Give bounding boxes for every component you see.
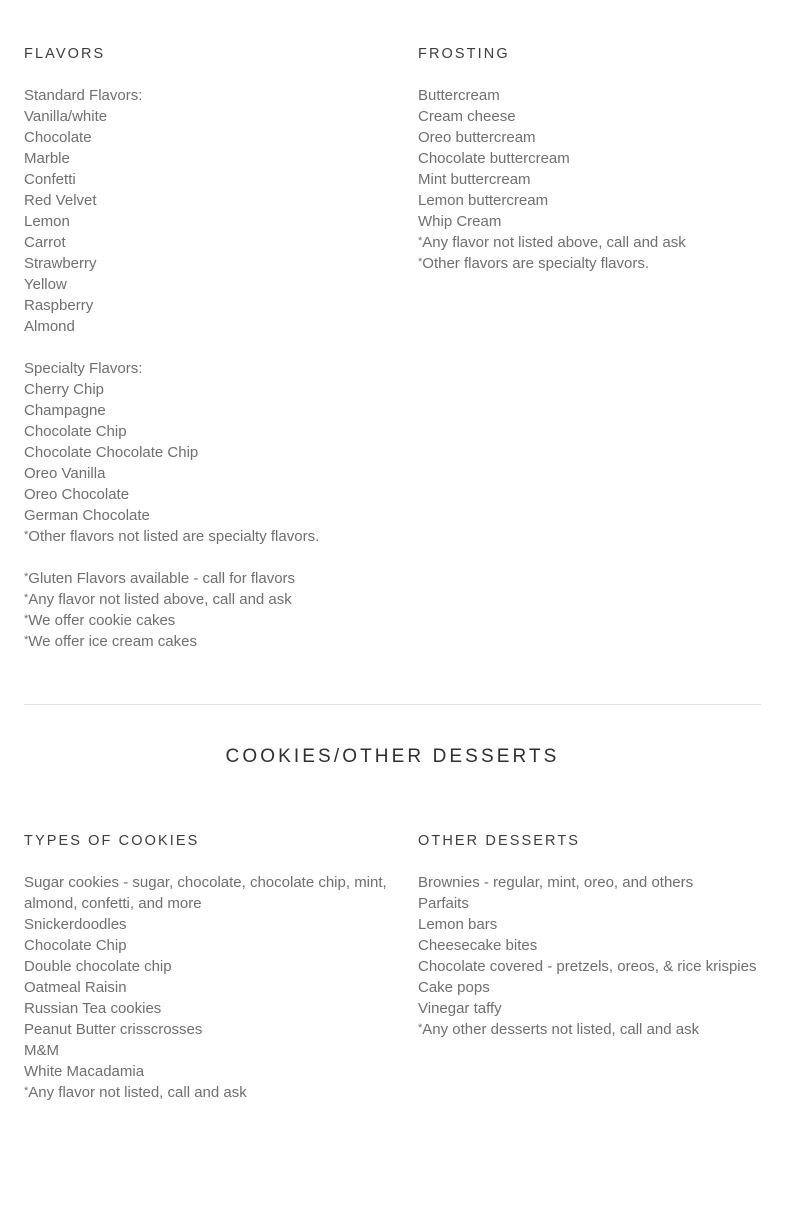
list-item: Cake pops xyxy=(418,979,490,997)
list-item: Raspberry xyxy=(24,297,94,315)
heading-spacer xyxy=(418,850,761,872)
list-note xyxy=(418,232,761,253)
list-note xyxy=(24,610,402,631)
list-item: Vanilla/white xyxy=(24,108,108,126)
list-item: Mint buttercream xyxy=(418,171,531,189)
list-note xyxy=(418,1019,761,1040)
heading-spacer xyxy=(418,63,761,85)
asterisk-icon: * xyxy=(24,592,29,605)
list-spacer xyxy=(24,337,402,358)
list-note-text: Other flavors are specialty flavors. xyxy=(422,255,650,273)
list-item: Almond xyxy=(24,318,75,336)
heading-spacer xyxy=(24,63,402,85)
list-item: Double chocolate chip xyxy=(24,958,172,976)
list-item: Confetti xyxy=(24,171,76,189)
asterisk-icon: * xyxy=(418,235,423,248)
list-item: Yellow xyxy=(24,276,67,294)
types-of-cookies-list xyxy=(24,872,402,1103)
frosting-heading: FROSTING xyxy=(418,46,510,62)
list-item: Carrot xyxy=(24,234,66,252)
flavors-frosting-section xyxy=(24,46,761,652)
list-group-label: Specialty Flavors: xyxy=(24,360,143,378)
list-item: Whip Cream xyxy=(418,213,502,231)
list-note xyxy=(24,1082,402,1103)
asterisk-icon: * xyxy=(24,1085,29,1098)
list-note-text: Any flavor not listed above, call and ask xyxy=(422,234,686,252)
list-note-text: Any other desserts not listed, call and ask xyxy=(422,1021,700,1039)
list-item: Champagne xyxy=(24,402,106,420)
list-item: Cheesecake bites xyxy=(418,937,538,955)
two-column-layout xyxy=(24,46,761,652)
cookies-desserts-section xyxy=(24,833,761,1103)
list-item: Chocolate Chip xyxy=(24,423,127,441)
list-item: Chocolate covered - pretzels, oreos, & rice krispies xyxy=(418,958,757,976)
list-item: Lemon bars xyxy=(418,916,498,934)
list-item: Snickerdoodles xyxy=(24,916,127,934)
list-note xyxy=(24,526,402,547)
asterisk-icon: * xyxy=(24,571,29,584)
list-note xyxy=(24,568,402,589)
list-item: Oreo Chocolate xyxy=(24,486,130,504)
list-item: Chocolate Chocolate Chip xyxy=(24,444,199,462)
list-note-text: Any flavor not listed above, call and ask xyxy=(28,591,292,609)
list-note-text: Any flavor not listed, call and ask xyxy=(28,1084,247,1102)
list-item: Parfaits xyxy=(418,895,469,913)
cookies-other-desserts-heading: COOKIES/OTHER DESSERTS xyxy=(225,746,560,767)
list-note-text: We offer ice cream cakes xyxy=(28,633,197,651)
types-of-cookies-heading: TYPES OF COOKIES xyxy=(24,833,200,849)
list-item: Lemon xyxy=(24,213,70,231)
asterisk-icon: * xyxy=(24,529,29,542)
other-desserts-heading: OTHER DESSERTS xyxy=(418,833,581,849)
list-note-text: Gluten Flavors available - call for flavors xyxy=(28,570,296,588)
cookies-heading-wrap xyxy=(24,746,761,769)
frosting-column xyxy=(418,46,761,274)
list-group-label: Standard Flavors: xyxy=(24,87,143,105)
flavors-column xyxy=(24,46,418,652)
list-item: White Macadamia xyxy=(24,1063,145,1081)
list-item: Lemon buttercream xyxy=(418,192,549,210)
section-divider xyxy=(24,704,761,705)
other-desserts-list xyxy=(418,872,761,1040)
list-item: Red Velvet xyxy=(24,192,97,210)
other-desserts-column xyxy=(418,833,761,1040)
list-item: Cherry Chip xyxy=(24,381,105,399)
list-note xyxy=(418,253,761,274)
frosting-list xyxy=(418,85,761,274)
asterisk-icon: * xyxy=(24,634,29,647)
list-item: Russian Tea cookies xyxy=(24,1000,162,1018)
list-item: Cream cheese xyxy=(418,108,516,126)
list-note xyxy=(24,631,402,652)
types-of-cookies-column xyxy=(24,833,418,1103)
list-item: Vinegar taffy xyxy=(418,1000,502,1018)
section-divider-wrap xyxy=(24,704,761,705)
list-note-text: We offer cookie cakes xyxy=(28,612,176,630)
list-item: M&M xyxy=(24,1042,59,1060)
list-note-text: Other flavors not listed are specialty flavors. xyxy=(28,528,320,546)
two-column-layout-bottom xyxy=(24,833,761,1103)
list-note xyxy=(24,589,402,610)
list-item: Chocolate Chip xyxy=(24,937,127,955)
asterisk-icon: * xyxy=(418,1022,423,1035)
list-item: Oatmeal Raisin xyxy=(24,979,127,997)
list-item: German Chocolate xyxy=(24,507,150,525)
list-item: Buttercream xyxy=(418,87,500,105)
list-item: Oreo buttercream xyxy=(418,129,536,147)
list-item: Chocolate buttercream xyxy=(418,150,570,168)
flavors-list xyxy=(24,85,402,652)
list-spacer xyxy=(24,547,402,568)
list-item: Oreo Vanilla xyxy=(24,465,106,483)
asterisk-icon: * xyxy=(24,613,29,626)
list-item: Brownies - regular, mint, oreo, and others xyxy=(418,874,694,892)
list-item: Sugar cookies - sugar, chocolate, chocolate chip, mint, almond, confetti, and more xyxy=(24,874,387,913)
flavors-heading: FLAVORS xyxy=(24,46,106,62)
list-item: Strawberry xyxy=(24,255,97,273)
asterisk-icon: * xyxy=(418,256,423,269)
heading-spacer xyxy=(24,850,402,872)
list-item: Peanut Butter crisscrosses xyxy=(24,1021,203,1039)
list-item: Marble xyxy=(24,150,70,168)
list-item: Chocolate xyxy=(24,129,92,147)
